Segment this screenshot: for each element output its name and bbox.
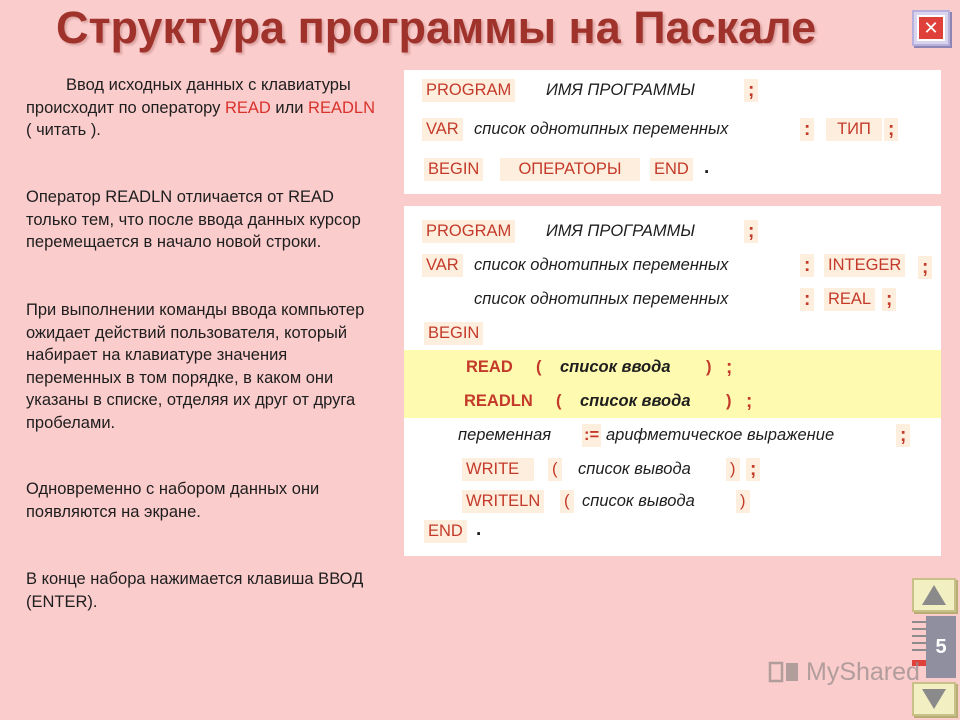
type-integer: INTEGER — [824, 254, 905, 277]
keyword-end: END — [650, 158, 693, 181]
assignment-variable: переменная — [458, 426, 552, 444]
arrow-down-icon — [920, 687, 948, 711]
keyword-var: VAR — [422, 118, 463, 141]
right-paren: ) — [706, 358, 712, 376]
left-paren: ( — [556, 392, 562, 410]
keyword-writeln: WRITELN — [462, 490, 544, 513]
previous-slide-button[interactable] — [912, 578, 956, 612]
keyword-var: VAR — [422, 254, 463, 277]
semicolon: ; — [744, 79, 758, 102]
program-example-panel — [404, 206, 941, 556]
right-paren: ) — [726, 392, 732, 410]
semicolon: ; — [896, 424, 910, 447]
right-paren: ) — [736, 490, 750, 513]
page-title: Структура программы на Паскале — [56, 2, 817, 53]
semicolon: ; — [726, 357, 733, 378]
paragraph-echo: Одновременно с набором данных они появляются на экране. — [26, 480, 320, 521]
input-list: список ввода — [560, 358, 671, 376]
paragraph-execution: При выполнении команды ввода компьютер ожидает действий пользователя, который набирает на клавиатуре значения переменных в том порядке, в каком они указаны в списке, отделяя их друг от друга пробелами. — [26, 301, 365, 432]
assign-operator: := — [582, 424, 601, 447]
left-paren: ( — [548, 458, 562, 481]
end-dot: . — [476, 519, 482, 540]
colon: : — [800, 288, 814, 311]
watermark — [768, 658, 920, 686]
keyword-read: READ — [224, 98, 271, 117]
left-paren: ( — [560, 490, 574, 513]
type-placeholder: ТИП — [826, 118, 882, 141]
colon: : — [800, 254, 814, 277]
paragraph-input — [26, 74, 378, 142]
watermark-text: MyShared — [806, 657, 920, 686]
keyword-program: PROGRAM — [422, 220, 515, 243]
semicolon: ; — [746, 458, 760, 481]
paragraph-text: или — [270, 98, 309, 117]
keyword-program: PROGRAM — [422, 79, 515, 102]
input-list: список ввода — [580, 392, 691, 410]
semicolon: ; — [918, 256, 932, 279]
semicolon: ; — [882, 288, 896, 311]
page-number: 5 — [926, 616, 956, 678]
output-list: список вывода — [582, 492, 695, 510]
next-slide-button[interactable] — [912, 682, 956, 716]
close-button[interactable] — [912, 10, 950, 46]
program-name: ИМЯ ПРОГРАММЫ — [546, 222, 695, 240]
keyword-readln: READLN — [464, 392, 533, 410]
keyword-end: END — [424, 520, 467, 543]
right-paren: ) — [726, 458, 740, 481]
keyword-read: READ — [466, 358, 513, 376]
keyword-begin: BEGIN — [424, 158, 483, 181]
variable-list: список однотипных переменных — [474, 120, 729, 138]
operators-placeholder: ОПЕРАТОРЫ — [500, 158, 640, 181]
close-icon: ✕ — [917, 15, 945, 41]
type-real: REAL — [824, 288, 875, 311]
paragraph-readln: Оператор READLN отличается от READ только тем, что после ввода данных курсор перемещается в начало новой строки. — [26, 188, 361, 251]
paragraph-text: ( читать ). — [26, 121, 101, 139]
colon: : — [800, 118, 814, 141]
variable-list: список однотипных переменных — [474, 290, 729, 308]
program-name: ИМЯ ПРОГРАММЫ — [546, 81, 695, 99]
arrow-up-icon — [920, 583, 948, 607]
progress-stripes — [912, 616, 926, 660]
logo-icon — [768, 660, 802, 684]
end-dot: . — [704, 157, 710, 178]
keyword-write: WRITE — [462, 458, 534, 481]
keyword-readln: READLN — [308, 98, 375, 117]
program-structure-panel — [404, 70, 941, 194]
semicolon: ; — [744, 220, 758, 243]
semicolon: ; — [746, 391, 753, 412]
paragraph-text: Ввод исходных данных с клавиатуры происходит по оператору — [26, 76, 351, 117]
left-paren: ( — [536, 358, 542, 376]
output-list: список вывода — [578, 460, 691, 478]
semicolon: ; — [884, 118, 898, 141]
variable-list: список однотипных переменных — [474, 256, 729, 274]
keyword-begin: BEGIN — [424, 322, 483, 345]
arithmetic-expression: арифметическое выражение — [606, 426, 835, 444]
paragraph-enter: В конце набора нажимается клавиша ВВОД (ENTER). — [26, 570, 364, 611]
